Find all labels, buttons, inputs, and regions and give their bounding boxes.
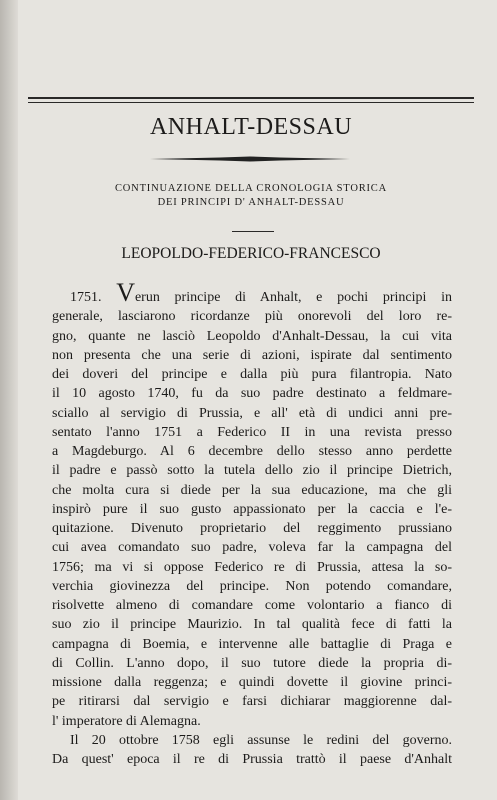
body-line: dei doveri del principe e dalla più pura filantropia. Nato	[52, 367, 452, 382]
body-line-first	[52, 278, 452, 307]
body-line: quitazione. Divenuto proprietario del reggimento prussiano	[52, 521, 452, 536]
page-gutter-shadow	[0, 0, 18, 800]
subtitle-line-2: DEI PRINCIPI D' ANHALT-DESSAU	[157, 197, 345, 208]
body-line: il 10 agosto 1740, fu da suo padre destinato a feldmare-	[52, 386, 452, 402]
body-line: che molta cura si diede per la sua educazione, ma che gli	[52, 482, 452, 498]
body-line-para2-second: Da quest' epoca il re di Prussia trattò il paese d'Anhalt	[52, 752, 452, 767]
body-line: l' imperatore di Alemagna.	[52, 713, 201, 729]
body-line: missione dalla reggenza; e quindi dovette il giovine princi-	[52, 675, 452, 690]
body-line: di Collin. L'anno dopo, il suo tutore diede la propria di-	[52, 655, 452, 671]
body-text	[52, 278, 452, 769]
year-label: 1751.	[70, 290, 102, 305]
ornament-divider	[150, 156, 350, 162]
body-line: cui avea comandato suo padre, voleva far la campagna del	[52, 540, 452, 556]
header-rule-top	[28, 97, 474, 99]
body-line: gno, quante ne lasciò Leopoldo d'Anhalt-Dessau, la cui vita	[52, 328, 452, 344]
body-line: generale, lasciarono ricordanze più onorevoli del loro re-	[52, 309, 452, 325]
body-line-para2-first: Il 20 ottobre 1758 egli assunse le redini del governo.	[70, 732, 452, 748]
body-line: pe ritirarsi dal servigio e farsi dichiarar maggiorenne dal-	[52, 694, 452, 710]
header-rule-bottom	[28, 102, 474, 103]
prince-heading: LEOPOLDO-FEDERICO-FRANCESCO	[121, 245, 381, 262]
body-line: risolvette almeno di comandare come volontario a fianco di	[52, 598, 452, 613]
body-line: sciallo al servigio di Prussia, e all' età di undici anni pre-	[52, 405, 452, 421]
subtitle-line-1: CONTINUAZIONE DELLA CRONOLOGIA STORICA	[115, 183, 387, 194]
drop-cap: V	[116, 278, 135, 307]
body-line: verchia giovinezza del principe. Non potendo comandare,	[52, 578, 452, 594]
body-line: a Magdeburgo. Al 6 decembre dello stesso anno perdette	[52, 444, 452, 459]
body-line: inspirò pure il suo gusto appassionato per la caccia e l'e-	[52, 501, 452, 517]
body-line: 1756; ma vi si oppose Federico re di Prussia, attesa la so-	[52, 559, 452, 575]
body-line: il padre e passò sotto la tutela dello zio il principe Dietrich,	[52, 463, 452, 479]
first-line-text: erun principe di Anhalt, e pochi principi in	[134, 290, 452, 305]
body-line: non presenta che una serie di azioni, ispirate dal sentimento	[52, 347, 452, 363]
page-title: ANHALT-DESSAU	[149, 114, 353, 140]
short-divider	[232, 231, 274, 232]
body-line: suo zio il principe Maurizio. In tal qualità fece di fatti la	[52, 617, 452, 633]
body-line: campagna di Boemia, e intervenne alle battaglie di Praga e	[52, 636, 452, 652]
body-line: sentato l'anno 1751 a Federico II in una revista presso	[52, 424, 452, 440]
